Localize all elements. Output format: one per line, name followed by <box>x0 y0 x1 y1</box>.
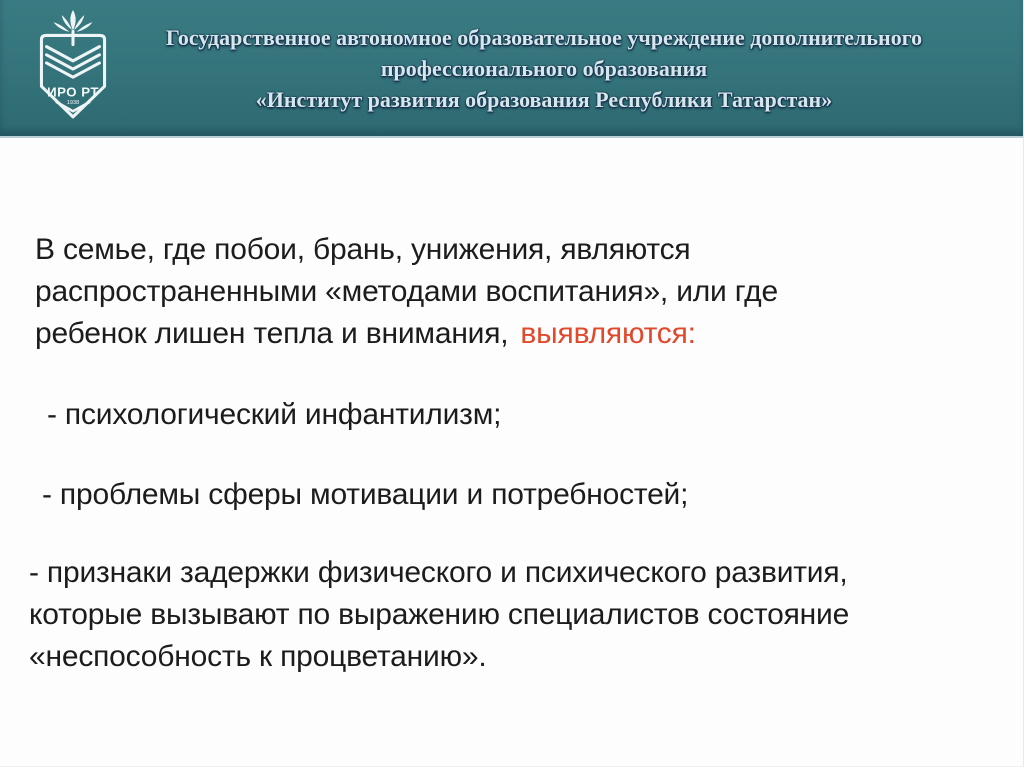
intro-paragraph <box>35 229 778 355</box>
sprout-icon <box>54 10 93 45</box>
org-title-line-1: Государственное автономное образовательное учреждение дополнительного <box>165 25 923 50</box>
conclusion-line-3: «неспособность к процветанию». <box>29 640 487 673</box>
intro-line-3 <box>35 313 778 355</box>
intro-line-3-text: ребенок лишен тепла и внимания, <box>35 317 509 350</box>
logo-acronym: ИРО РТ <box>47 84 99 100</box>
bullet-psychological-infantilism: - психологический инфантилизм; <box>47 398 502 431</box>
org-title <box>108 22 980 115</box>
conclusion-paragraph <box>29 552 849 678</box>
intro-line-2: распространенными «методами воспитания», или где <box>35 275 778 308</box>
conclusion-line-2: которые вызывают по выражению специалистов состояние <box>29 598 850 631</box>
org-title-line-2: профессионального образования <box>380 56 708 81</box>
logo-year: 1938 <box>66 100 80 107</box>
header-banner <box>0 0 1024 138</box>
conclusion-line-1: - признаки задержки физического и психического развития, <box>29 556 848 589</box>
book-pages-icon <box>47 47 100 78</box>
iro-rt-logo-icon <box>30 10 116 124</box>
intro-line-1: В семье, где побои, брань, унижения, являются <box>35 233 691 266</box>
bullet-motivation-needs-problems: - проблемы сферы мотивации и потребностей; <box>42 478 689 511</box>
intro-highlight: выявляются: <box>520 317 696 350</box>
org-title-line-3: «Институт развития образования Республики Татарстан» <box>255 87 833 112</box>
